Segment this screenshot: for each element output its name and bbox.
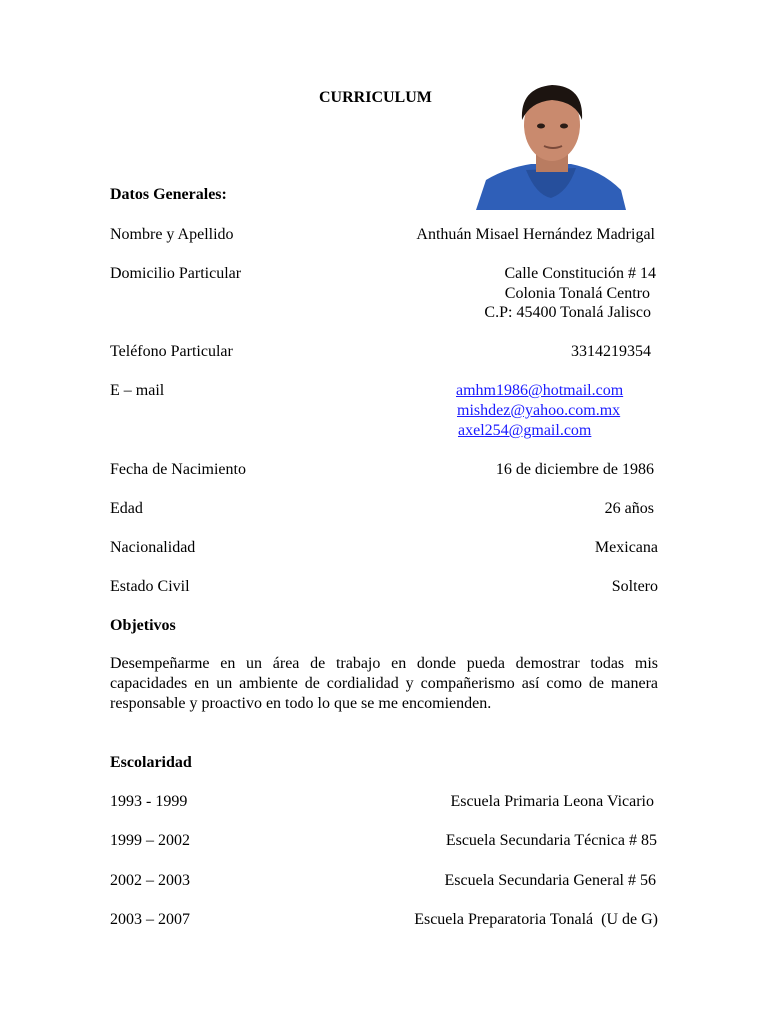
edad-label: Edad (110, 500, 143, 517)
email-link[interactable]: axel254@gmail.com (458, 422, 592, 439)
email-label: E – mail (110, 382, 165, 399)
person-photo-icon (476, 80, 626, 210)
domicilio-label: Domicilio Particular (110, 265, 242, 282)
escolaridad-school: Escuela Primaria Leona Vicario (450, 793, 654, 810)
objetivos-text: Desempeñarme en un área de trabajo en donde pueda demostrar todas mis capacidades en un ambiente de cordialidad y compañerismo así como de manera responsable y proactivo en todo lo que se me encomienden. (110, 655, 658, 712)
domicilio-line: Calle Constitución # 14 (504, 265, 656, 282)
escolaridad-heading: Escolaridad (110, 754, 192, 771)
nombre-label: Nombre y Apellido (110, 226, 234, 243)
estado-value: Soltero (611, 578, 658, 595)
profile-photo (476, 80, 626, 210)
escolaridad-school: Escuela Secundaria General # 56 (444, 872, 656, 889)
fecha-label: Fecha de Nacimiento (110, 461, 246, 478)
page-title: CURRICULUM (319, 89, 432, 106)
fecha-value: 16 de diciembre de 1986 (495, 461, 654, 478)
escolaridad-years: 1999 – 2002 (110, 832, 190, 849)
telefono-value: 3314219354 (571, 343, 651, 360)
datos-heading: Datos Generales: (110, 186, 227, 203)
escolaridad-school: Escuela Secundaria Técnica # 85 (445, 832, 657, 849)
domicilio-line: C.P: 45400 Tonalá Jalisco (484, 304, 651, 321)
escolaridad-years: 2003 – 2007 (110, 911, 190, 928)
nacionalidad-value: Mexicana (594, 539, 658, 556)
nacionalidad-label: Nacionalidad (110, 539, 196, 556)
objetivos-heading: Objetivos (110, 617, 176, 634)
domicilio-line: Colonia Tonalá Centro (504, 285, 650, 302)
escolaridad-school: Escuela Preparatoria Tonalá (U de G) (414, 911, 658, 928)
escolaridad-years: 2002 – 2003 (110, 872, 190, 889)
email-link[interactable]: mishdez@yahoo.com.mx (457, 402, 621, 419)
telefono-label: Teléfono Particular (110, 343, 233, 360)
edad-value: 26 años (604, 500, 654, 517)
email-link[interactable]: amhm1986@hotmail.com (456, 382, 624, 399)
nombre-value: Anthuán Misael Hernández Madrigal (416, 226, 655, 243)
escolaridad-years: 1993 - 1999 (110, 793, 188, 810)
estado-label: Estado Civil (110, 578, 190, 595)
